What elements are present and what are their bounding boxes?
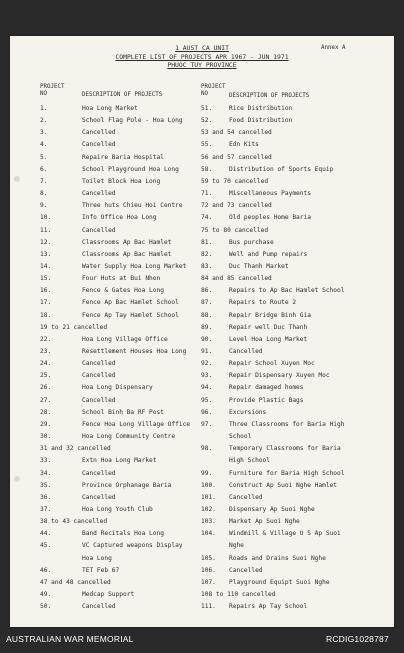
project-number: 53 and 54 cancelled [201, 129, 272, 137]
project-number: 103. [201, 518, 216, 526]
project-description: Repairs Ap Tay School [229, 603, 308, 611]
project-number: 22. [40, 335, 52, 343]
project-description: School Binh Ba RF Post [82, 408, 164, 416]
right-project-header: PROJECT [201, 84, 226, 90]
project-number: 56 and 57 cancelled [201, 153, 272, 161]
project-number: 13. [40, 250, 52, 258]
project-description: Repair well Duc Thanh [229, 323, 308, 331]
project-number: 16. [40, 287, 52, 295]
project-number: 45. [40, 542, 52, 550]
project-number: 74. [201, 214, 213, 222]
project-description: Windmill & Village U S Ap Suoi [229, 530, 341, 538]
project-description: Three huts Chieu Hoi Centre [82, 202, 183, 210]
project-number: 82. [201, 250, 213, 258]
project-description: Water Supply Hoa Long Market [82, 262, 187, 270]
project-description: Furniture for Baria High School [229, 469, 345, 477]
project-number: 72 and 73 cancelled [201, 202, 272, 210]
project-description: School Playground Hoa Long [82, 165, 179, 173]
project-number: 93. [201, 372, 213, 380]
project-number: 29. [40, 420, 52, 428]
project-description: Toilet Block Hoa Long [82, 177, 161, 185]
project-number: 100. [201, 481, 216, 489]
project-number: 50. [40, 603, 52, 611]
project-number: 108 to 110 cancelled [201, 591, 276, 598]
project-description: Repair Bridge Binh Gia [229, 311, 311, 319]
project-description: Repair School Xuyen Moc [229, 360, 315, 368]
project-description: High School [229, 457, 270, 465]
project-number: 97. [201, 420, 213, 428]
project-number: 38 to 43 cancelled [40, 518, 108, 526]
project-description: Cancelled [82, 469, 116, 477]
punch-hole [14, 476, 20, 482]
project-number: 58. [201, 165, 213, 173]
project-number: 83. [201, 262, 213, 270]
project-number: 107. [201, 578, 216, 586]
project-number: 94. [201, 384, 213, 392]
project-description: Fence Hoa Long Village Office [82, 420, 191, 428]
project-description: Hoa Long [82, 554, 112, 562]
project-description: Province Orphanage Baria [82, 481, 172, 489]
project-description: Extn Hoa Long Market [82, 457, 157, 465]
project-description: Cancelled [82, 226, 116, 234]
project-number: 90. [201, 335, 213, 343]
project-description: Edn Kits [229, 141, 259, 149]
project-description: Duc Thanh Market [229, 262, 289, 270]
project-number: 111. [201, 603, 216, 611]
project-description: Distribution of Sports Equip [229, 165, 334, 173]
right-no-header: NO [201, 91, 208, 97]
project-number: 15. [40, 275, 52, 283]
project-number: 7. [40, 177, 48, 185]
project-number: 44. [40, 530, 52, 538]
project-number: 52. [201, 117, 213, 125]
project-description: Cancelled [82, 360, 116, 368]
project-description: Three Classrooms for Baria High [229, 420, 345, 428]
unit-heading: 1 AUST CA UNIT [175, 44, 229, 52]
project-number: 31 and 32 cancelled [40, 445, 111, 453]
project-number: 89. [201, 323, 213, 331]
project-number: 49. [40, 591, 52, 598]
project-description: Resettlement Houses Hoa Long [82, 348, 187, 355]
project-description: Fence Ap Bac Hamlet School [82, 299, 179, 307]
project-description: Cancelled [82, 141, 116, 149]
project-number: 84 and 85 cancelled [201, 275, 272, 283]
right-desc-header: DESCRIPTION OF PROJECTS [229, 93, 310, 99]
project-description: Hoa Long Dispensary [82, 384, 153, 392]
project-description: Cancelled [82, 603, 116, 611]
project-number: 106. [201, 566, 216, 574]
project-description: Market Ap Suoi Nghe [229, 518, 300, 526]
left-no-header: NO [40, 91, 47, 97]
annex-label: Annex A [321, 45, 346, 51]
left-project-header: PROJECT [40, 84, 65, 90]
project-number: 55. [201, 141, 213, 149]
project-number: 11. [40, 226, 52, 234]
project-number: 9. [40, 202, 48, 210]
project-description: Dispensary Ap Suoi Nghe [229, 505, 315, 513]
project-description: Medcap Support [82, 591, 135, 598]
punch-hole [14, 176, 20, 182]
project-number: 105. [201, 554, 216, 562]
project-number: 95. [201, 396, 213, 404]
project-number: 30. [40, 433, 52, 441]
project-description: TET Feb 67 [82, 566, 120, 574]
project-description: Excursions [229, 408, 267, 416]
project-description: Repair damaged homes [229, 384, 304, 392]
project-number: 81. [201, 238, 213, 246]
project-description: Roads and Drains Suoi Nghe [229, 554, 326, 562]
project-description: Cancelled [82, 372, 116, 380]
project-number: 87. [201, 299, 213, 307]
project-description: Miscellaneous Payments [229, 190, 311, 198]
project-number: 75 to 80 cancelled [201, 226, 269, 234]
project-number: 88. [201, 311, 213, 319]
project-number: 37. [40, 505, 52, 513]
project-description: Well and Pump repairs [229, 250, 308, 258]
project-description: Classrooms Ap Bac Hamlet [82, 238, 172, 246]
project-number: 14. [40, 262, 52, 270]
project-number: 4. [40, 141, 48, 149]
project-description: Cancelled [229, 348, 263, 355]
project-description: Hoa Long Youth Club [82, 505, 153, 513]
project-description: Classrooms Ap Bac Hamlet [82, 250, 172, 258]
project-description: Four Huts at Bui Nhon [82, 275, 161, 283]
project-description: Band Recitals Hoa Long [82, 530, 164, 538]
project-number: 1. [40, 105, 48, 112]
project-description: School [229, 433, 252, 441]
project-description: School Flag Pole - Hoa Long [82, 117, 183, 125]
project-description: Level Hoa Long Market [229, 335, 308, 343]
project-number: 18. [40, 311, 52, 319]
project-number: 2. [40, 117, 48, 125]
project-description: Cancelled [229, 493, 263, 501]
project-number: 19 to 21 cancelled [40, 323, 108, 331]
project-description: Provide Plastic Bags [229, 396, 304, 404]
project-number: 12. [40, 238, 52, 246]
project-description: Fence Ap Tay Hamlet School [82, 311, 179, 319]
footer-source: AUSTRALIAN WAR MEMORIAL [6, 634, 134, 644]
project-number: 8. [40, 190, 48, 198]
project-description: Cancelled [82, 190, 116, 198]
project-number: 17. [40, 299, 52, 307]
province-heading: PHUOC TUY PROVINCE [167, 61, 237, 69]
project-number: 24. [40, 360, 52, 368]
project-number: 59 to 70 cancelled [201, 177, 269, 185]
project-number: 28. [40, 408, 52, 416]
project-number: 27. [40, 396, 52, 404]
project-description: Repaire Baria Hospital [82, 153, 164, 161]
project-number: 96. [201, 408, 213, 416]
project-number: 6. [40, 165, 48, 173]
project-number: 86. [201, 287, 213, 295]
project-number: 25. [40, 372, 52, 380]
project-number: 102. [201, 505, 216, 513]
project-description: Repairs to Ap Bac Hamlet School [229, 287, 345, 295]
project-number: 91. [201, 348, 213, 355]
project-description: Info Office Hoa Long [82, 214, 157, 222]
project-description: Temporary Classrooms for Baria [229, 445, 341, 453]
project-description: Hoa Long Village Office [82, 335, 168, 343]
project-description: Old peoples Home Baria [229, 214, 311, 222]
project-description: Hoa Long Market [82, 105, 138, 112]
project-number: 3. [40, 129, 48, 137]
project-description: Nghe [229, 542, 244, 550]
document-page [10, 36, 394, 627]
project-number: 71. [201, 190, 213, 198]
project-description: Construct Ap Suoi Nghe Hamlet [229, 481, 338, 489]
project-description: Rice Distribution [229, 105, 293, 112]
project-description: Repairs to Route 2 [229, 299, 297, 307]
project-description: Cancelled [82, 493, 116, 501]
project-number: 33. [40, 457, 52, 465]
project-number: 34. [40, 469, 52, 477]
project-number: 35. [40, 481, 52, 489]
project-number: 23. [40, 348, 52, 355]
project-description: Food Distribution [229, 117, 293, 125]
project-number: 46. [40, 566, 52, 574]
project-description: VC Captured weapons Display [82, 542, 183, 550]
footer-reference: RCDIG1028787 [326, 634, 389, 644]
project-description: Fence & Gates Hoa Long [82, 287, 164, 295]
project-number: 98. [201, 445, 213, 453]
project-number: 99. [201, 469, 213, 477]
project-number: 5. [40, 153, 48, 161]
project-description: Cancelled [82, 396, 116, 404]
project-number: 47 and 48 cancelled [40, 578, 111, 586]
project-number: 26. [40, 384, 52, 392]
project-description: Cancelled [229, 566, 263, 574]
project-number: 10. [40, 214, 52, 222]
project-number: 51. [201, 105, 213, 112]
project-description: Repair Dispensary Xuyen Moc [229, 372, 330, 380]
project-description: Hoa Long Community Centre [82, 433, 176, 441]
project-number: 92. [201, 360, 213, 368]
project-description: Cancelled [82, 129, 116, 137]
project-number: 104. [201, 530, 216, 538]
project-description: Playground Equipt Suoi Nghe [229, 578, 330, 586]
project-description: Bus purchase [229, 238, 274, 246]
project-number: 36. [40, 493, 52, 501]
project-number: 101. [201, 493, 216, 501]
document-title: COMPLETE LIST OF PROJECTS APR 1967 - JUN 1971 [115, 53, 289, 61]
left-desc-header: DESCRIPTION OF PROJECTS [82, 92, 163, 98]
